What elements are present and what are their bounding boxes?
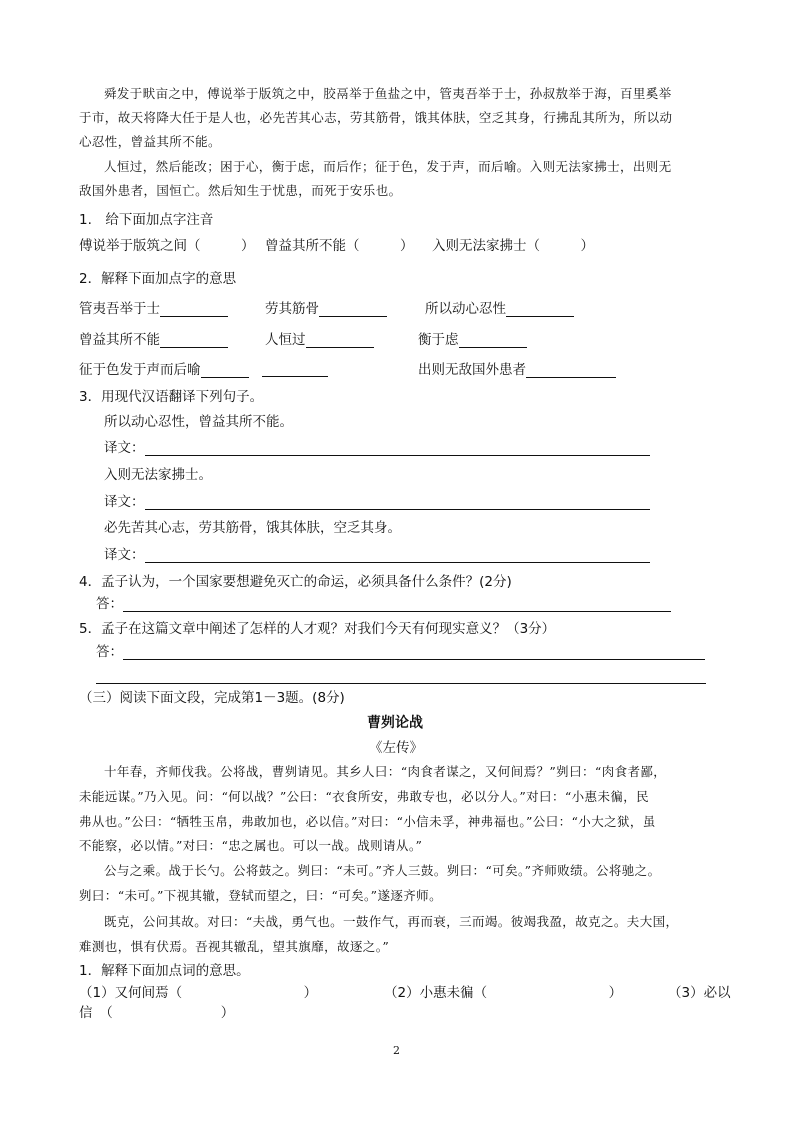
answer-blank[interactable] (123, 645, 705, 660)
passage-line: 于市，故天将降大任于是人也，必先苦其心志，劳其筋骨，饿其体肤，空乏其身，行拂乱其所为，所以动 (79, 110, 673, 125)
answer-blank[interactable] (526, 363, 616, 378)
question-item: 劳其筋骨 (265, 297, 387, 317)
answer-blank[interactable] (160, 333, 228, 348)
answer-blank[interactable] (123, 597, 671, 612)
passage-line: 既克，公问其故。对曰：“夫战，勇气也。一鼓作气，再而衰，三而竭。彼竭我盈，故克之。夫大国， (104, 914, 679, 929)
question-item: 入则无法家拂士（ ） (432, 238, 594, 254)
section-heading: （三）阅读下面文段，完成第1－3题。(8分) (79, 690, 345, 706)
page-number: 2 (393, 1044, 400, 1057)
answer-blank[interactable] (262, 362, 328, 377)
passage-line: 人恒过，然后能改；困于心，衡于虑，而后作；征于色，发于声，而后喻。入则无法家拂士，出则无 (104, 159, 672, 174)
answer-blank[interactable] (319, 302, 387, 317)
sentence-to-translate: 所以动心忍性，曾益其所不能。 (104, 414, 293, 430)
translation-row: 译文： (104, 543, 650, 563)
sentence-to-translate: 必先苦其心志，劳其筋骨，饿其体肤，空乏其身。 (104, 520, 401, 536)
answer-row: 答： (96, 640, 705, 660)
question-heading: 1. 给下面加点字注音 (79, 212, 214, 228)
passage-line: 心忍性，曾益其所不能。 (79, 134, 221, 149)
answer-blank[interactable] (145, 495, 650, 510)
question-heading: 2．解释下面加点字的意思 (79, 271, 237, 287)
sentence-to-translate: 入则无法家拂士。 (104, 467, 212, 483)
passage-line: 不能察，必以情。”对曰：“忠之属也。可以一战。战则请从。” (79, 838, 423, 853)
question-item: 傅说举于版筑之间（ ） (79, 238, 255, 254)
passage-line: 难测也，惧有伏焉。吾视其辙乱，望其旗靡，故逐之。” (79, 939, 390, 954)
passage-line: 十年春，齐师伐我。公将战，曹刿请见。其乡人曰：“肉食者谋之，又何间焉？”刿曰：“肉食者鄙， (104, 764, 667, 779)
answer-blank[interactable] (145, 441, 650, 456)
answer-blank[interactable] (506, 302, 574, 317)
question-item: 征于色发于声而后喻 (79, 358, 249, 378)
question-item: 所以动心忍性 (425, 297, 574, 317)
translation-row: 译文： (104, 490, 650, 510)
question-text: 4．孟子认为，一个国家要想避免灭亡的命运，必须具备什么条件？(2分) (79, 574, 512, 590)
question-heading: 3．用现代汉语翻译下列句子。 (79, 389, 264, 405)
answer-row (96, 665, 706, 684)
answer-blank[interactable] (459, 333, 527, 348)
question-item: （2）小惠未徧（ ） (384, 985, 623, 1001)
answer-row: 答： (96, 592, 671, 612)
answer-blank[interactable] (160, 302, 228, 317)
translation-row: 译文： (104, 436, 650, 456)
answer-blank[interactable] (96, 669, 706, 684)
passage-line: 未能远谋。”乃入见。问：“何以战？”公曰：“衣食所安，弗敢专也，必以分人。”对曰：“小惠未徧，民 (79, 789, 650, 804)
passage-line: 弗从也。”公曰：“牺牲玉帛，弗敢加也，必以信。”对曰：“小信未孚，神弗福也。”公曰：“小大之狱，虽 (79, 814, 656, 829)
answer-blank[interactable] (306, 333, 374, 348)
question-item: （1）又何间焉（ ） (79, 985, 318, 1001)
question-item: 出则无敌国外患者 (418, 358, 616, 378)
question-item (262, 358, 328, 377)
answer-blank[interactable] (145, 548, 650, 563)
passage-line: 刿曰：“未可。”下视其辙，登轼而望之，曰：“可矣。”遂逐齐师。 (79, 888, 442, 903)
question-heading: 1．解释下面加点词的意思。 (79, 963, 250, 979)
question-item: 曾益其所不能 (79, 328, 228, 348)
answer-blank[interactable] (201, 363, 249, 378)
question-text: 5．孟子在这篇文章中阐述了怎样的人才观？对我们今天有何现实意义？（3分） (79, 621, 556, 637)
passage-line: 公与之乘。战于长勺。公将鼓之。刿曰：“未可。”齐人三鼓。刿曰：“可矣。”齐师败绩。公将驰之。 (104, 863, 661, 878)
question-item: （3）必以 (668, 985, 731, 1001)
question-item: 衡于虑 (418, 328, 527, 348)
question-item: 曾益其所不能（ ） (265, 238, 414, 254)
passage-source: 《左传》 (369, 740, 423, 756)
question-item: 信 （ ） (79, 1005, 235, 1021)
passage-line: 舜发于畎亩之中，傅说举于版筑之中，胶鬲举于鱼盐之中，管夷吾举于士，孙叔敖举于海，百里奚举 (104, 86, 672, 101)
question-item: 管夷吾举于士 (79, 297, 228, 317)
passage-title: 曹刿论战 (367, 715, 423, 731)
question-item: 人恒过 (265, 328, 374, 348)
passage-line: 敌国外患者，国恒亡。然后知生于忧患，而死于安乐也。 (79, 183, 402, 198)
